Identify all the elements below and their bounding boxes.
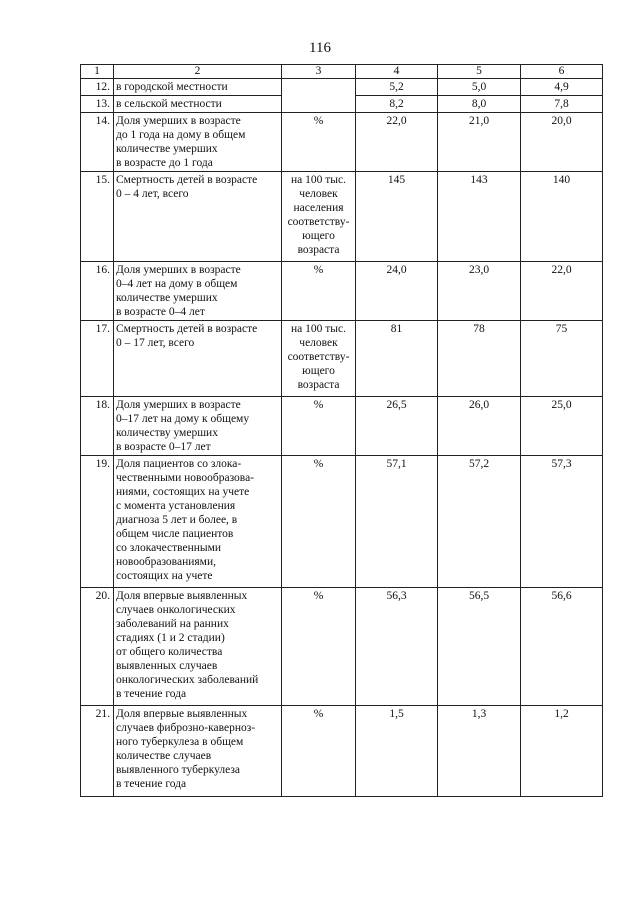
value-col5: 21,0 — [438, 113, 521, 172]
table-row — [81, 397, 603, 456]
table-row — [81, 321, 603, 397]
indicator-name: Доля впервые выявленных случаев онкологических заболеваний на ранних стадиях (1 и 2 стадии) от общего количества выявленных случаев онкологических заболеваний в течение года — [114, 588, 282, 706]
row-number: 16. — [81, 262, 114, 321]
unit-cell: % — [282, 113, 356, 172]
value-col5: 5,0 — [438, 79, 521, 96]
header-cell: 2 — [114, 65, 282, 79]
header-cell: 1 — [81, 65, 114, 79]
value-col5: 143 — [438, 172, 521, 262]
value-col4: 56,3 — [356, 588, 438, 706]
unit-cell: на 100 тыс. человек населения соответству- ющего возраста — [282, 172, 356, 262]
indicator-name: Доля пациентов со злока- чественными новообразова- ниями, состоящих на учете с момента установления диагноза 5 лет и более, в общем числе пациентов со злокачественными новообразованиями, состоящих на учете — [114, 456, 282, 588]
value-col6: 22,0 — [521, 262, 603, 321]
value-col4: 5,2 — [356, 79, 438, 96]
row-number: 12. — [81, 79, 114, 96]
unit-cell: % — [282, 456, 356, 588]
value-col6: 25,0 — [521, 397, 603, 456]
table-row — [81, 456, 603, 588]
value-col4: 57,1 — [356, 456, 438, 588]
unit-cell: на 100 тыс. человек соответству- ющего возраста — [282, 321, 356, 397]
unit-cell — [282, 79, 356, 96]
value-col6: 75 — [521, 321, 603, 397]
value-col4: 145 — [356, 172, 438, 262]
value-col6: 140 — [521, 172, 603, 262]
value-col5: 56,5 — [438, 588, 521, 706]
value-col5: 23,0 — [438, 262, 521, 321]
value-col4: 1,5 — [356, 706, 438, 797]
value-col6: 7,8 — [521, 96, 603, 113]
row-number: 18. — [81, 397, 114, 456]
indicator-name: Смертность детей в возрасте 0 – 17 лет, всего — [114, 321, 282, 397]
header-cell: 3 — [282, 65, 356, 79]
value-col5: 26,0 — [438, 397, 521, 456]
indicator-name: в сельской местности — [114, 96, 282, 113]
header-cell: 4 — [356, 65, 438, 79]
table-row — [81, 96, 603, 113]
row-number: 19. — [81, 456, 114, 588]
unit-cell: % — [282, 397, 356, 456]
row-number: 21. — [81, 706, 114, 797]
row-number: 15. — [81, 172, 114, 262]
indicator-name: Доля умерших в возрасте 0–4 лет на дому в общем количестве умерших в возрасте 0–4 лет — [114, 262, 282, 321]
table-row — [81, 172, 603, 262]
value-col4: 8,2 — [356, 96, 438, 113]
unit-cell: % — [282, 706, 356, 797]
value-col5: 8,0 — [438, 96, 521, 113]
indicator-name: Доля умерших в возрасте до 1 года на дому в общем количестве умерших в возрасте до 1 года — [114, 113, 282, 172]
value-col6: 57,3 — [521, 456, 603, 588]
table-header-row — [81, 65, 603, 79]
value-col5: 78 — [438, 321, 521, 397]
indicator-name: в городской местности — [114, 79, 282, 96]
value-col4: 24,0 — [356, 262, 438, 321]
indicator-name: Доля умерших в возрасте 0–17 лет на дому к общему количеству умерших в возрасте 0–17 лет — [114, 397, 282, 456]
table-row — [81, 113, 603, 172]
page-number: 116 — [309, 40, 331, 56]
value-col6: 20,0 — [521, 113, 603, 172]
table-row — [81, 262, 603, 321]
value-col6: 56,6 — [521, 588, 603, 706]
unit-cell: % — [282, 588, 356, 706]
table-row — [81, 79, 603, 96]
header-cell: 5 — [438, 65, 521, 79]
indicator-name: Доля впервые выявленных случаев фиброзно-каверноз- ного туберкулеза в общем количестве случаев выявленного туберкулеза в течение года — [114, 706, 282, 797]
row-number: 13. — [81, 96, 114, 113]
value-col4: 26,5 — [356, 397, 438, 456]
unit-cell: % — [282, 262, 356, 321]
value-col6: 1,2 — [521, 706, 603, 797]
value-col4: 22,0 — [356, 113, 438, 172]
value-col5: 57,2 — [438, 456, 521, 588]
value-col4: 81 — [356, 321, 438, 397]
unit-cell — [282, 96, 356, 113]
indicator-name: Смертность детей в возрасте 0 – 4 лет, всего — [114, 172, 282, 262]
value-col5: 1,3 — [438, 706, 521, 797]
row-number: 17. — [81, 321, 114, 397]
indicator-table — [80, 64, 603, 797]
row-number: 20. — [81, 588, 114, 706]
header-cell: 6 — [521, 65, 603, 79]
table-row — [81, 588, 603, 706]
row-number: 14. — [81, 113, 114, 172]
value-col6: 4,9 — [521, 79, 603, 96]
table-row — [81, 706, 603, 797]
